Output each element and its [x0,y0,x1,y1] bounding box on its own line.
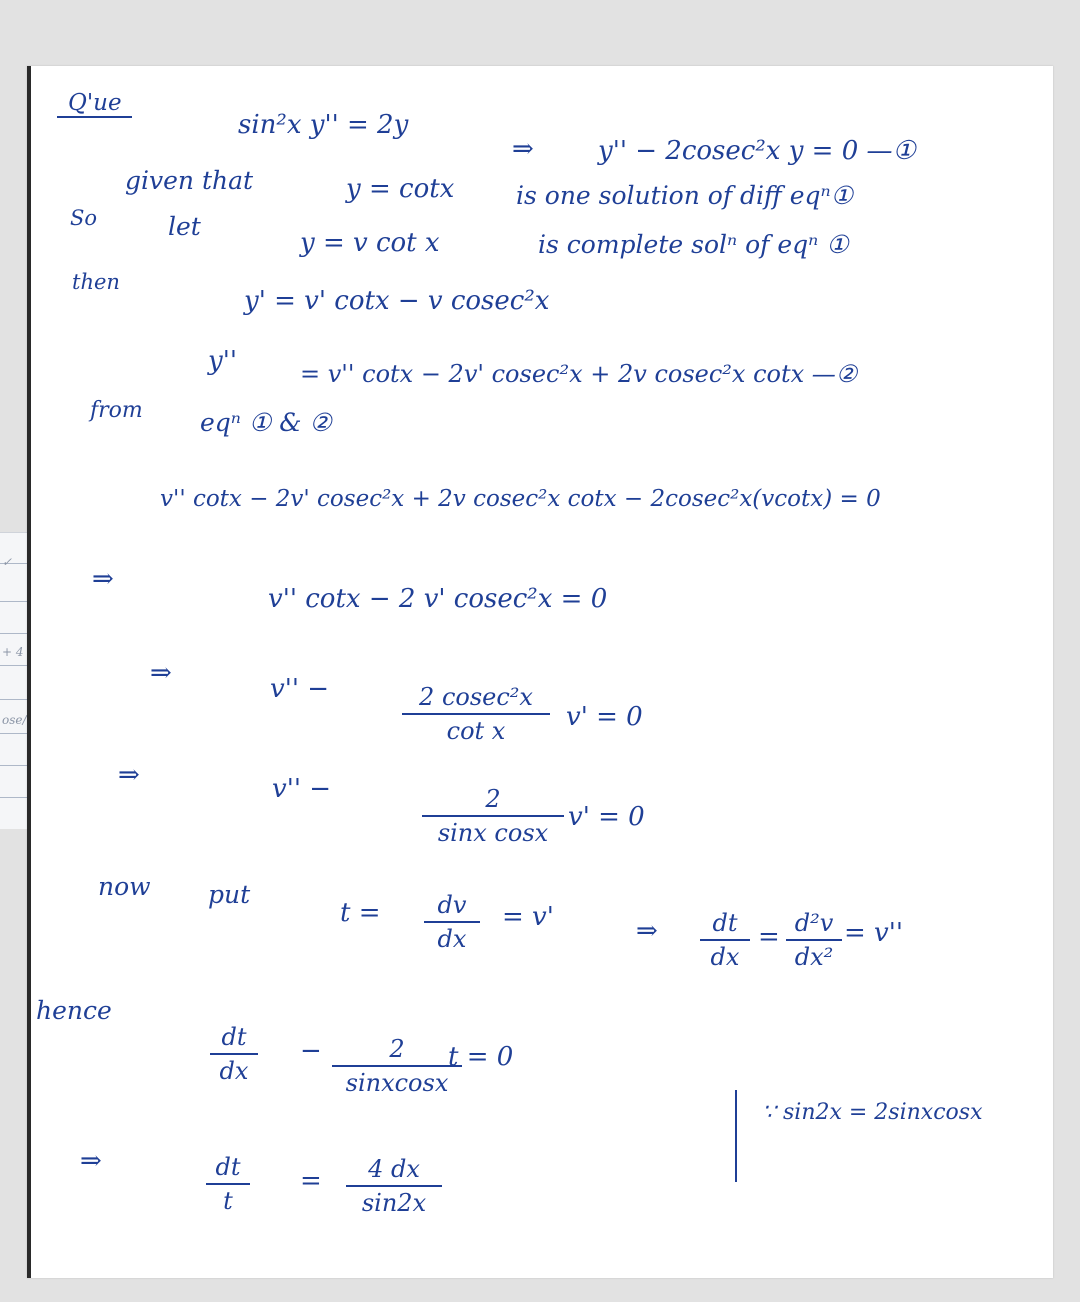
step4-denominator: sinxcosx [345,1069,449,1098]
dx-denominator: dx [219,1057,249,1086]
fraction-bar [206,1183,250,1185]
fraction-bar [210,1053,258,1055]
strip-fragment: + 4 [2,645,24,659]
second-derivative-lhs: y'' [208,346,237,376]
then-label: then [72,270,120,294]
step2-fraction [402,684,550,745]
step2-right: v' = 0 [566,702,643,732]
side-note-divider [735,1090,737,1182]
final-fraction [346,1156,442,1217]
dt-numerator: dt [712,909,738,937]
trial-solution-text: is complete solⁿ of eqⁿ ① [538,230,849,259]
dt-over-t-fraction [206,1154,250,1215]
dt-numerator: dt [215,1153,241,1181]
implies-arrow: ⇒ [512,134,534,164]
second-derivative-rhs: = v'' cotx − 2v' cosec²x + 2v cosec²x cotx —② [300,360,858,388]
implies-arrow: ⇒ [92,564,114,594]
fraction-bar [402,713,550,715]
minus-sign: − [300,1036,322,1066]
implies-arrow: ⇒ [80,1146,102,1176]
dt-dx-fraction [210,1024,258,1085]
dv-dx-fraction [424,892,480,953]
question-label: Q'ue [68,90,122,116]
equals-vdoubleprime: = v'' [844,918,904,948]
so-label: So [70,206,98,230]
step4-fraction [332,1036,462,1097]
t-equals-vprime: = v' [502,902,554,932]
dt-dx-fraction [700,910,750,971]
t-definition: t = [340,898,381,928]
implies-arrow: ⇒ [150,658,172,688]
background-notebook-strip [0,532,30,829]
step3-right: v' = 0 [568,802,645,832]
from-label: from [90,398,143,423]
fraction-bar [786,939,842,941]
implies-arrow: ⇒ [636,916,658,946]
step3-numerator: 2 [485,785,501,813]
question-underline [57,116,132,118]
dx-denominator: dx [437,925,467,954]
dx2-denominator: dx² [794,943,834,972]
equals-sign: = [300,1166,322,1196]
strip-fragment: ose/ [2,713,27,727]
known-solution: y = cotx [346,174,455,204]
final-numerator: 4 dx [368,1155,420,1183]
t-denominator: t [223,1187,233,1216]
dx-denominator: dx [710,943,740,972]
strip-fragment: ✓ [2,555,13,569]
final-denominator: sin2x [361,1189,427,1218]
step3-fraction [422,786,564,847]
normalized-ode: y'' − 2cosec²x y = 0 —① [598,136,916,166]
d2v-dx2-fraction [786,910,842,971]
substitution-equation: v'' cotx − 2v' cosec²x + 2v cosec²x cotx − 2cosec²x(vcotx) = 0 [160,486,881,512]
let-label: let [168,212,201,241]
paper-edge [27,66,31,1278]
step2-denominator: cot x [446,717,506,746]
from-text: eqⁿ ① & ② [200,408,332,437]
hence-label: hence [36,996,112,1025]
now-label: now [98,872,151,901]
step4-right: t = 0 [448,1042,514,1072]
equals-sign: = [758,922,780,952]
trial-solution: y = v cot x [300,228,440,258]
given-that-label: given that [125,166,254,195]
put-label: put [208,880,251,909]
given-ode: sin²x y'' = 2y [238,110,409,140]
fraction-bar [422,815,564,817]
dv-numerator: dv [437,891,467,919]
fraction-bar [700,939,750,941]
simplified-equation: v'' cotx − 2 v' cosec²x = 0 [268,584,608,614]
first-derivative: y' = v' cotx − v cosec²x [244,286,550,316]
fraction-bar [346,1185,442,1187]
known-solution-text: is one solution of diff eqⁿ① [516,181,854,210]
step3-left: v'' − [272,774,332,804]
d2v-numerator: d²v [794,909,834,937]
step2-left: v'' − [270,674,330,704]
implies-arrow: ⇒ [118,760,140,790]
dt-numerator: dt [221,1023,247,1051]
step3-denominator: sinx cosx [437,819,549,848]
identity-note: ∵ sin2x = 2sinxcosx [762,1100,983,1125]
step4-numerator: 2 [389,1035,405,1063]
fraction-bar [332,1065,462,1067]
step2-numerator: 2 cosec²x [419,683,533,711]
fraction-bar [424,921,480,923]
